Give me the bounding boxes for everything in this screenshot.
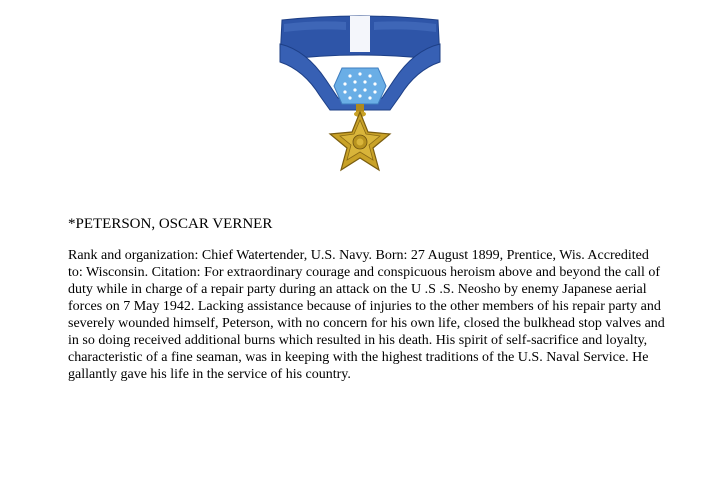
medal-of-honor-image	[276, 10, 444, 174]
citation-line: in so doing received additional burns which resulted in his death. His spirit of self-sacrifice and loyalty,	[68, 333, 648, 348]
citation-line: characteristic of a fine seaman, was in keeping with the highest traditions of the U.S. Naval Service. He	[68, 350, 649, 365]
citation-line: duty while in charge of a repair party during an attack on the U .S .S. Neosho by enemy Japanese aerial	[68, 282, 647, 297]
citation-line: to: Wisconsin. Citation: For extraordinary courage and conspicuous heroism above and beyond the call of	[68, 265, 661, 280]
citation-paragraph	[68, 247, 668, 383]
citation-line: forces on 7 May 1942. Lacking assistance because of injuries to the other members of his repair party and	[68, 299, 661, 314]
citation-line: severely wounded himself, Peterson, with no concern for his own life, closed the bulkhead stop valves and	[68, 316, 665, 331]
citation-line: Rank and organization: Chief Watertender, U.S. Navy. Born: 27 August 1899, Prentice, Wis. Accredited	[68, 248, 649, 263]
citation-line: gallantly gave his life in the service of his country.	[68, 367, 351, 382]
medal-of-honor-icon	[276, 10, 444, 174]
recipient-name-heading: *PETERSON, OSCAR VERNER	[68, 216, 273, 232]
